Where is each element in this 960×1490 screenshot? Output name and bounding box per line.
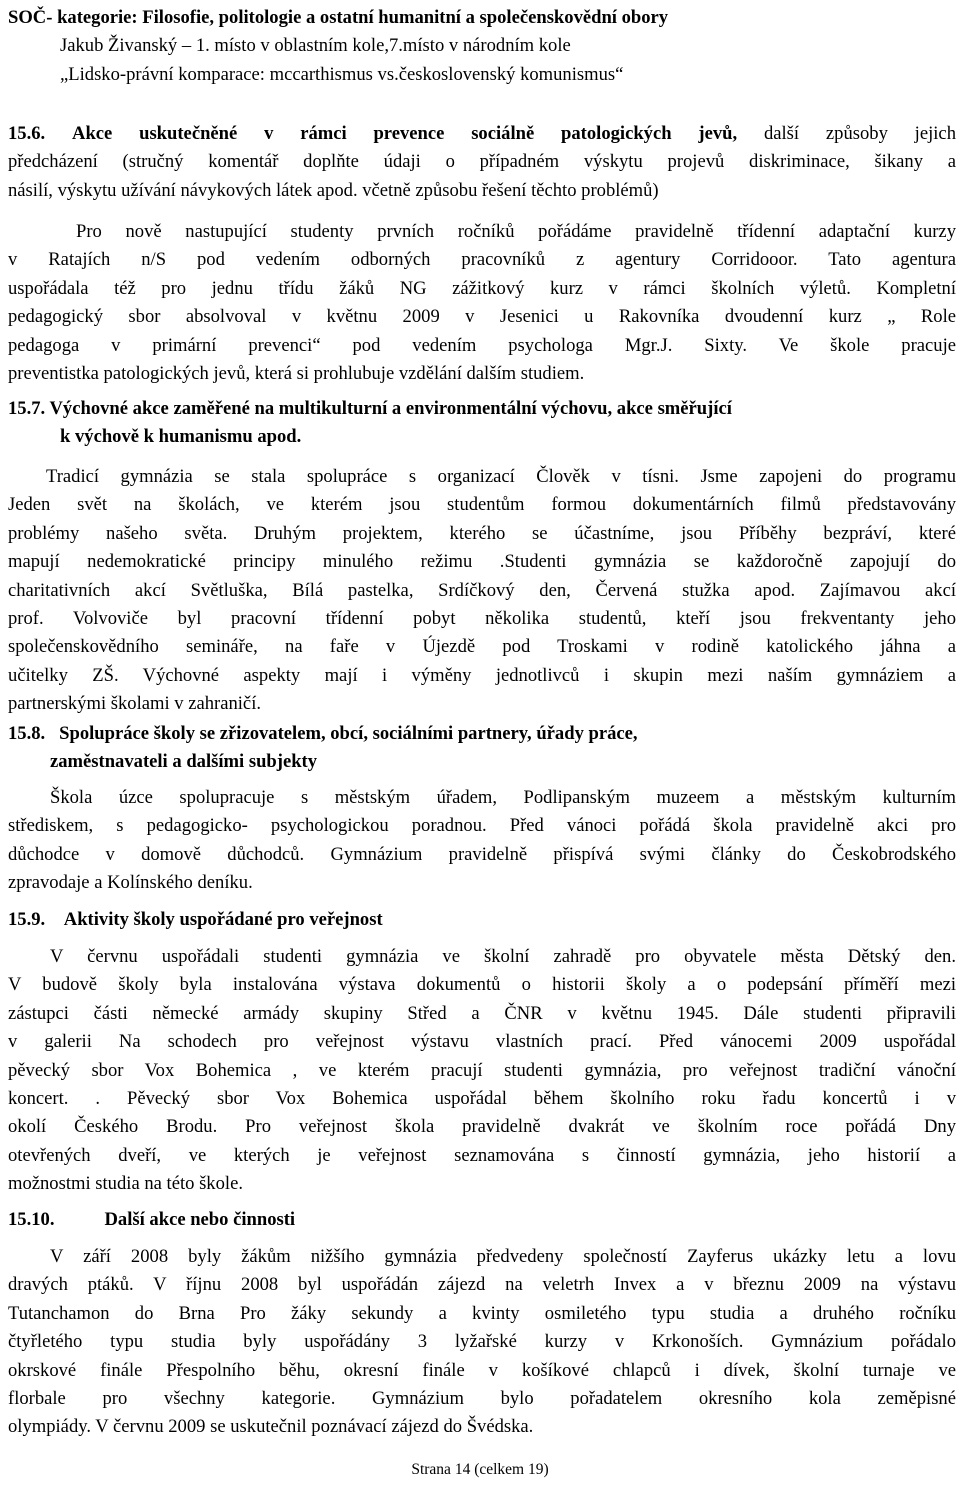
section-title-line2: zaměstnavateli a dalšími subjekty [50, 751, 318, 773]
paragraph-line: preventistka patologických jevů, která si prohlubuje vzdělání dalším studiem. [8, 363, 585, 385]
section-subtitle-line: násilí, výskytu užívání návykových látek apod. včetně způsobu řešení těchto problémů) [8, 179, 659, 201]
paragraph-line: zástupci části německé armády skupiny Střed a ČNR v květnu 1945. Dále studenti připravili [8, 1002, 956, 1024]
paragraph-line: olympiády. V červnu 2009 se uskutečnil poznávací zájezd do Švédska. [8, 1416, 534, 1438]
section-15-9-body [8, 943, 956, 1199]
section-15-7 [8, 395, 956, 452]
page-footer: Strana 14 (celkem 19) [411, 1461, 549, 1478]
paragraph-line: V červnu uspořádali studenti gymnázia ve školní zahradě pro obyvatele města Dětský den. [50, 946, 956, 967]
section-15-6 [8, 120, 956, 205]
paragraph-line: Tutanchamon do Brna Pro žáky sekundy a kvinty osmiletého typu studia a druhého ročníku [8, 1302, 956, 1324]
section-title-line2: k výchově k humanismu apod. [60, 426, 302, 448]
paragraph-line: problémy našeho světa. Druhým projektem, kterého se účastníme, jsou Příběhy bezpráví, které [8, 522, 956, 544]
page-header [8, 4, 668, 89]
section-title: Výchovné akce zaměřené na multikulturní a environmentální výchovu, akce směřující [49, 398, 732, 419]
header-category: SOČ- kategorie: Filosofie, politologie a ostatní humanitní a společenskovědní obory [8, 7, 669, 28]
section-subtitle-line: předcházení (stručný komentář doplňte údaji o případném výskytu projevů diskriminace, šikany a [8, 151, 956, 173]
paragraph-line: charitativních akcí Světluška, Bílá pastelka, Srdíčkový den, Červená stužka apod. Zajímavou akcí [8, 579, 956, 601]
section-15-7-heading [8, 395, 956, 423]
header-thesis-title: „Lidsko-právní komparace: mccarthismus vs.československý komunismus“ [60, 63, 624, 85]
paragraph-line: uspořádala též pro jednu třídu žáků NG zážitkový kurz v rámci školních výletů. Kompletní [8, 277, 956, 299]
section-15-8-heading [8, 720, 956, 748]
section-15-10-heading [8, 1206, 956, 1234]
paragraph-line: partnerskými školami v zahraničí. [8, 693, 262, 715]
section-15-7-body [8, 463, 956, 719]
paragraph-line: Jeden svět na školách, ve kterém jsou studentům formou dokumentárních filmů představovány [8, 494, 956, 516]
paragraph-line: čtyřletého typu studia byly uspořádány 3 lyžařské kurzy v Krkonoších. Gymnázium pořádalo [8, 1331, 956, 1353]
section-15-10-body [8, 1243, 956, 1442]
paragraph-line: prof. Volvoviče byl pracovní třídenní pobyt několika studentů, kteří jsou frekventanty jeho [8, 608, 956, 630]
paragraph-line: pěvecký sbor Vox Bohemica , ve kterém pracují studenti gymnázia, pro veřejnost tradiční vánoční [8, 1059, 956, 1081]
paragraph-line: důchodce v domově důchodců. Gymnázium pravidelně přispívá svými články do Českobrodského [8, 843, 956, 865]
paragraph-line: pedagogický sbor absolvoval v květnu 2009 v Jesenici u Rakovníka dvoudenní kurz „ Role [8, 306, 956, 328]
paragraph-line: okrskové finále Přespolního běhu, okresní finále v košíkové chlapců i dívek, školní turnaje ve [8, 1359, 956, 1381]
paragraph-line: v galerii Na schodech pro veřejnost výstavu vlastních prací. Před vánocemi 2009 uspořádal [8, 1031, 956, 1053]
paragraph-line: společenskovědního semináře, na faře v Újezdě pod Troskami v rodině katolického jáhna a [8, 636, 956, 658]
paragraph-line: učitelky ZŠ. Výchovné aspekty mají i výměny jednotlivců i skupin mezi naším gymnáziem a [8, 664, 956, 686]
section-15-9 [8, 906, 956, 934]
section-15-10 [8, 1206, 956, 1234]
paragraph-line: koncert. . Pěvecký sbor Vox Bohemica uspořádal během školního roku řadu koncertů i v [8, 1088, 956, 1110]
section-15-9-heading [8, 906, 956, 934]
paragraph-line: pedagoga v primární prevenci“ pod vedením psychologa Mgr.J. Sixty. Ve škole pracuje [8, 334, 956, 356]
section-15-8 [8, 720, 956, 777]
section-title: Spolupráce školy se zřizovatelem, obcí, sociálními partnery, úřady práce, [59, 723, 638, 744]
section-title: Aktivity školy uspořádané pro veřejnost [63, 909, 383, 930]
section-15-8-body [8, 784, 956, 898]
section-15-6-heading [8, 120, 956, 148]
paragraph-line: střediskem, s pedagogicko- psychologickou poradnou. Před vánoci pořádá škola pravidelně akci pro [8, 815, 956, 837]
paragraph-line: Škola úzce spolupracuje s městským úřadem, Podlipanským muzeem a městským kulturním [50, 787, 956, 808]
section-title-rest: další způsoby jejich [763, 123, 956, 144]
section-15-6-body [8, 218, 956, 388]
paragraph-line: v Ratajích n/S pod vedením odborných pracovníků z agentury Corridooor. Tato agentura [8, 249, 956, 271]
paragraph-line: mapují nedemokratické principy minulého režimu .Studenti gymnázia se každoročně zapojují do [8, 551, 956, 573]
paragraph-line: Tradicí gymnázia se stala spolupráce s organizací Člověk v tísni. Jsme zapojeni do programu [46, 466, 956, 487]
section-number: 15.10. [8, 1209, 55, 1230]
paragraph-line: Pro nově nastupující studenty prvních ročníků pořádáme pravidelně třídenní adaptační kurzy [76, 221, 956, 242]
paragraph-line: V budově školy byla instalována výstava dokumentů o historii školy a o podepsání příměří mezi [8, 974, 956, 996]
header-author: Jakub Živanský – 1. místo v oblastním kole,7.místo v národním kole [60, 35, 571, 57]
paragraph-line: otevřených dveří, ve kterých je veřejnost seznamována s činností gymnázia, jeho historií a [8, 1144, 956, 1166]
section-title: Další akce nebo činnosti [104, 1209, 296, 1230]
paragraph-line: V září 2008 byly žákům nižšího gymnázia předvedeny společností Zayferus ukázky letu a lovu [50, 1246, 956, 1267]
section-number: 15.9. [8, 909, 46, 930]
section-number: 15.6. [8, 123, 46, 144]
paragraph-line: dravých ptáků. V říjnu 2008 byl uspořádán zájezd na veletrh Invex a v březnu 2009 na výstavu [8, 1274, 956, 1296]
paragraph-line: zpravodaje a Kolínského deníku. [8, 872, 253, 894]
section-number: 15.7. [8, 398, 46, 419]
paragraph-line: možnostmi studia na této škole. [8, 1173, 243, 1195]
paragraph-line: florbale pro všechny kategorie. Gymnázium bylo pořadatelem okresního kola zeměpisné [8, 1388, 956, 1410]
section-number: 15.8. [8, 723, 46, 744]
paragraph-line: okolí Českého Brodu. Pro veřejnost škola pravidelně dvakrát ve školním roce pořádá Dny [8, 1116, 956, 1138]
section-title: Akce uskutečněné v rámci prevence sociálně patologických jevů, [72, 123, 738, 144]
